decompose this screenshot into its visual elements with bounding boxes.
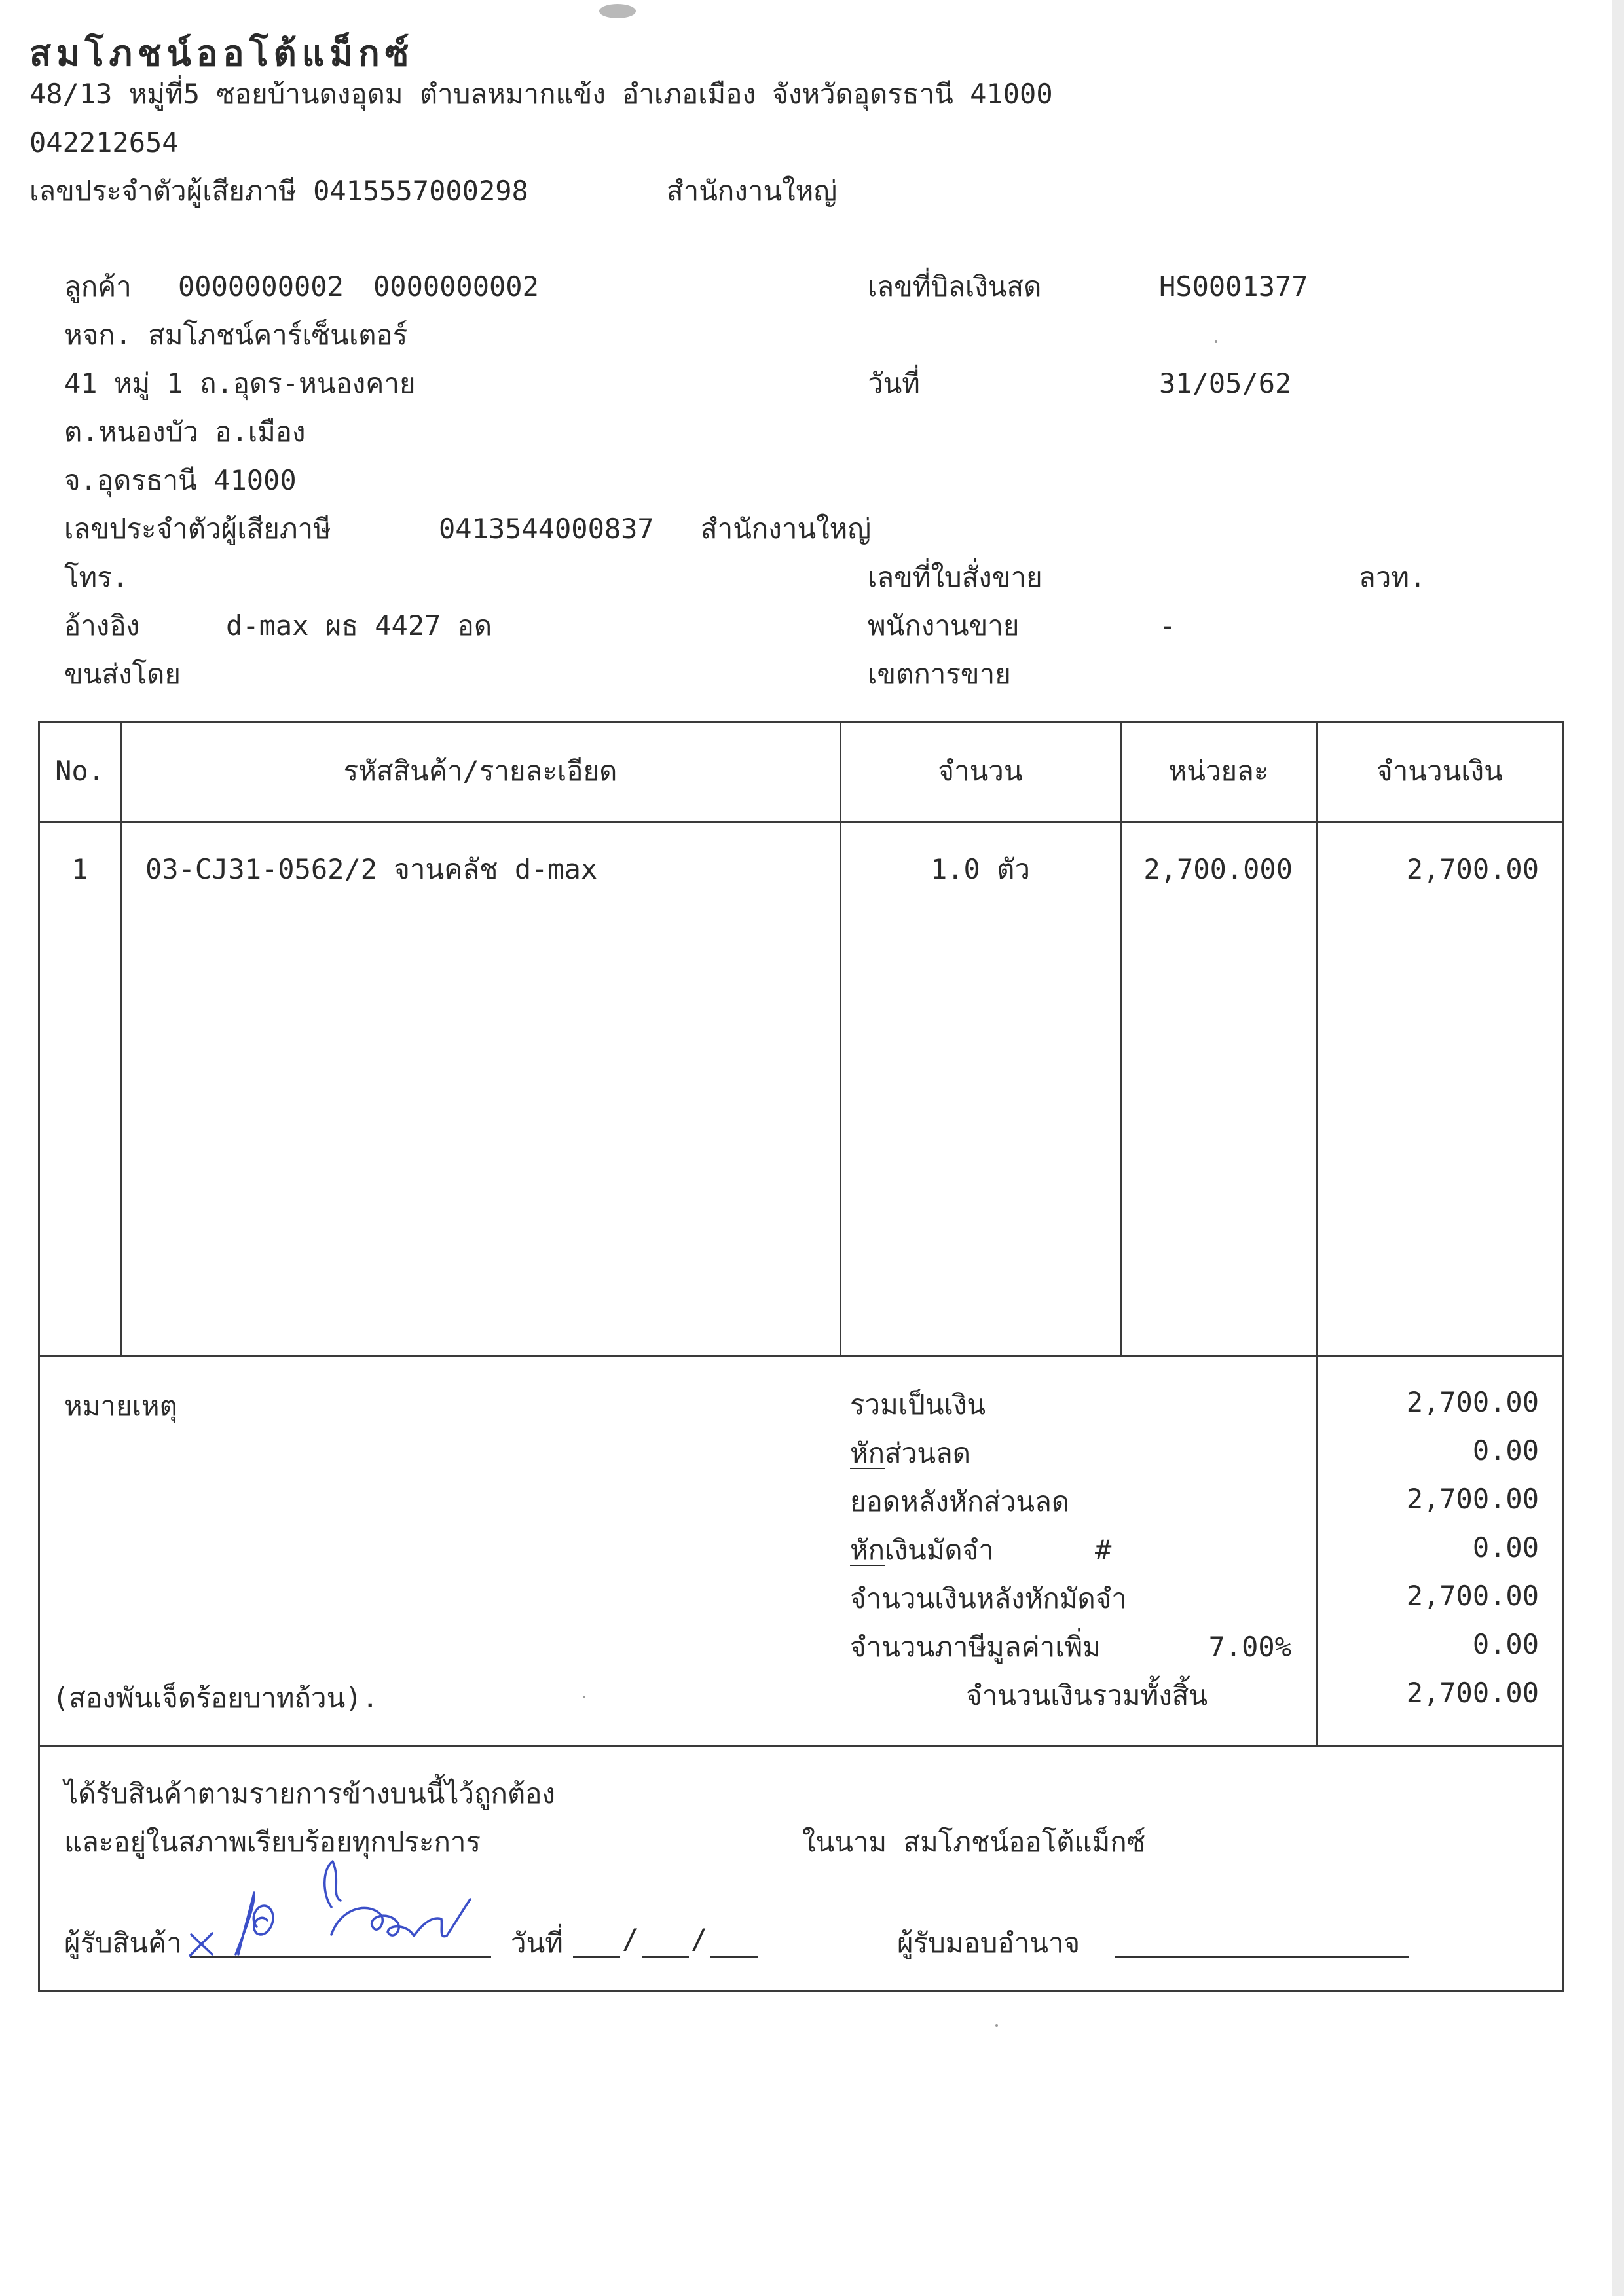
amount-in-words: (สองพันเจ็ดร้อยบาทถ้วน). — [52, 1682, 378, 1714]
receiver-date-label: วันที่ — [511, 1927, 563, 1959]
bill-number: HS0001377 — [1159, 270, 1308, 302]
summary-after-deposit-label: จำนวนเงินหลังหักมัดจำ — [850, 1582, 1127, 1614]
scan-dust — [1215, 340, 1217, 343]
summary-vat-value: 0.00 — [1472, 1628, 1539, 1660]
summary-after-discount-value: 2,700.00 — [1406, 1483, 1539, 1515]
on-behalf-of: ในนาม สมโภชน์ออโต้แม็กซ์ — [802, 1826, 1146, 1858]
customer-phone-label: โทร. — [64, 561, 129, 593]
scan-edge — [1612, 0, 1624, 2296]
date-month-line — [642, 1956, 689, 1958]
invoice-date-label: วันที่ — [868, 367, 920, 399]
col-header-description: รหัสสินค้า/รายละเอียด — [343, 755, 618, 787]
customer-label: ลูกค้า — [64, 270, 132, 302]
summary-deposit-label: หักเงินมัดจำ — [850, 1534, 994, 1566]
date-day-line — [573, 1956, 620, 1958]
remark-label: หมายเหตุ — [64, 1390, 177, 1422]
authorized-signature-line — [1115, 1956, 1409, 1958]
company-phone: 042212654 — [29, 126, 179, 158]
company-tax-id: เลขประจำตัวผู้เสียภาษี 0415557000298 — [29, 175, 528, 207]
summary-discount-value: 0.00 — [1472, 1434, 1539, 1467]
summary-after-discount-label: ยอดหลังหักส่วนลด — [850, 1485, 1070, 1518]
scan-smudge — [599, 4, 636, 18]
authorized-label: ผู้รับมอบอำนาจ — [897, 1927, 1080, 1959]
summary-vat-rate: 7.00% — [1208, 1631, 1291, 1663]
salesperson-label: พนักงานขาย — [868, 610, 1020, 642]
summary-total-value: 2,700.00 — [1406, 1677, 1539, 1709]
col-header-quantity: จำนวน — [938, 755, 1023, 787]
scan-dust — [583, 1696, 585, 1698]
summary-total-label: จำนวนเงินรวมทั้งสิ้น — [966, 1679, 1208, 1711]
customer-code-2: 0000000002 — [373, 270, 539, 302]
customer-tax-id: 0413544000837 — [439, 513, 654, 545]
row-description: 03-CJ31-0562/2 จานคลัช d-max — [145, 853, 598, 885]
date-slash: / — [691, 1923, 708, 1955]
summary-vat-label: จำนวนภาษีมูลค่าเพิ่ม — [850, 1631, 1101, 1663]
summary-after-deposit-value: 2,700.00 — [1406, 1580, 1539, 1612]
row-unit-price: 2,700.000 — [1143, 853, 1293, 885]
customer-address-line3: จ.อุดรธานี 41000 — [64, 464, 297, 496]
sales-order-label: เลขที่ใบสั่งขาย — [868, 561, 1043, 593]
row-quantity: 1.0 ตัว — [930, 853, 1030, 885]
date-year-line — [710, 1956, 758, 1958]
summary-subtotal-value: 2,700.00 — [1406, 1386, 1539, 1418]
company-branch: สำนักงานใหญ่ — [667, 175, 838, 207]
customer-code: 0000000002 — [178, 270, 344, 302]
summary-deposit-value: 0.00 — [1472, 1531, 1539, 1563]
row-no: 1 — [71, 853, 88, 885]
reference-label: อ้างอิง — [64, 610, 140, 642]
customer-name: หจก. สมโภชน์คาร์เซ็นเตอร์ — [64, 319, 408, 351]
summary-subtotal-label: รวมเป็นเงิน — [850, 1389, 986, 1421]
sales-area-label: เขตการขาย — [868, 658, 1011, 690]
col-header-amount: จำนวนเงิน — [1376, 755, 1503, 787]
customer-tax-label: เลขประจำตัวผู้เสียภาษี — [64, 513, 331, 545]
col-header-no: No. — [55, 755, 105, 787]
customer-address-line2: ต.หนองบัว อ.เมือง — [64, 416, 306, 448]
reference-value: d-max ผธ 4427 อด — [226, 610, 492, 642]
company-address: 48/13 หมู่ที่5 ซอยบ้านดงอุดม ตำบลหมากแข้ง อำเภอเมือง จังหวัดอุดรธานี 41000 — [29, 78, 1053, 110]
summary-discount-label: หักส่วนลด — [850, 1437, 971, 1469]
bill-number-label: เลขที่บิลเงินสด — [868, 270, 1042, 302]
receiver-label: ผู้รับสินค้า — [64, 1927, 182, 1959]
col-header-unit-price: หน่วยละ — [1168, 755, 1269, 787]
customer-address-line1: 41 หมู่ 1 ถ.อุดร-หนองคาย — [64, 367, 416, 399]
row-amount: 2,700.00 — [1406, 853, 1539, 885]
company-name: สมโภชน์ออโต้แม็กซ์ — [29, 33, 415, 74]
received-statement-line2: และอยู่ในสภาพเรียบร้อยทุกประการ — [64, 1826, 481, 1858]
date-slash: / — [622, 1923, 639, 1955]
salesperson-value: - — [1159, 610, 1176, 642]
shipping-label: ขนส่งโดย — [64, 658, 181, 690]
summary-deposit-mark: # — [1095, 1534, 1112, 1566]
scan-dust — [995, 2024, 998, 2027]
received-statement-line1: ได้รับสินค้าตามรายการข้างบนนี้ไว้ถูกต้อง — [64, 1777, 555, 1810]
invoice-date: 31/05/62 — [1159, 367, 1292, 399]
sales-order-value: ลวท. — [1359, 561, 1426, 593]
customer-branch: สำนักงานใหญ่ — [701, 513, 872, 545]
receiver-signature — [183, 1856, 498, 1961]
